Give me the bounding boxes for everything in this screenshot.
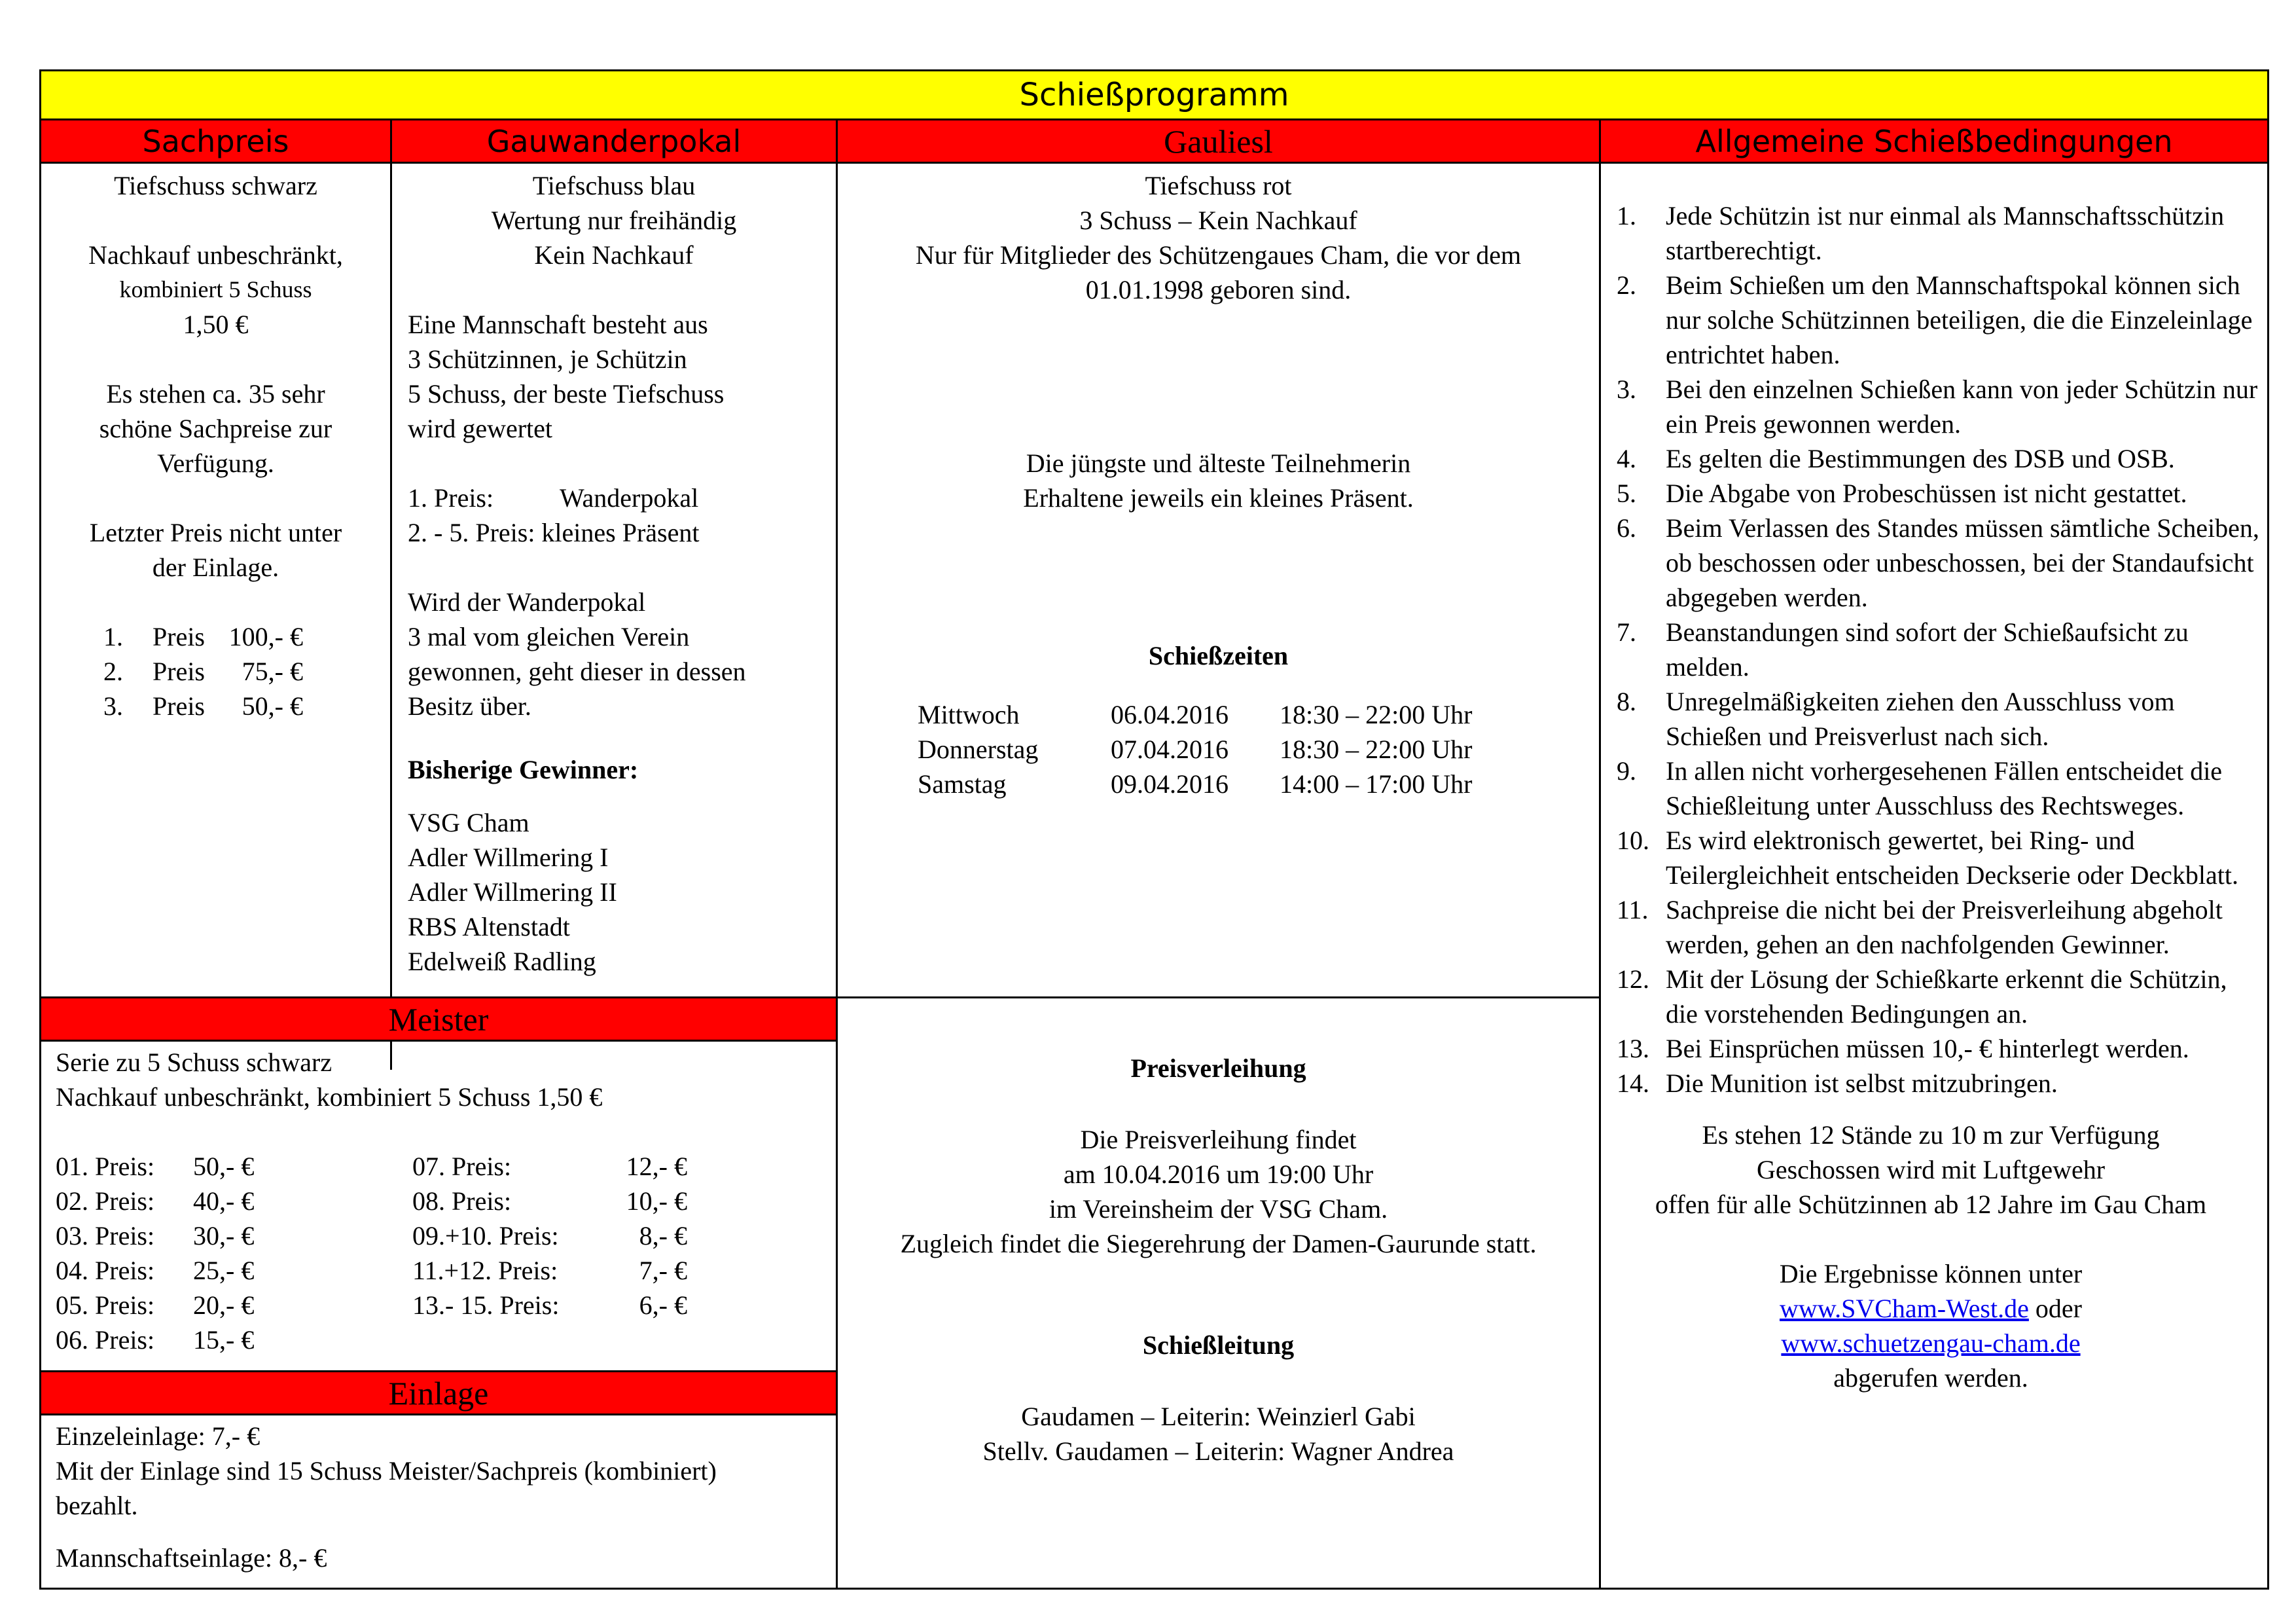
preisverleihung-line: am 10.04.2016 um 19:00 Uhr <box>1063 1159 1374 1189</box>
gauwanderpokal-line: Wertung nur freihändig <box>491 206 737 235</box>
rule-line: Wird der Wanderpokal <box>408 587 646 617</box>
preisverleihung-line: Die Preisverleihung findet <box>1080 1125 1357 1154</box>
sachpreis-line: kombiniert 5 Schuss <box>119 276 312 302</box>
einlage-line: Einzeleinlage: 7,- € <box>56 1421 260 1451</box>
gauwanderpokal-cell <box>392 166 836 979</box>
preisverleihung-line: Zugleich findet die Siegerehrung der Damen-Gaurunde statt. <box>900 1229 1537 1258</box>
bedingungen-cell <box>1601 166 2267 1395</box>
list-item: 4. Es gelten die Bestimmungen des DSB und OSB. <box>1617 444 2175 473</box>
schiessleitung-line: Stellv. Gaudamen – Leiterin: Wagner Andrea <box>982 1436 1454 1466</box>
schiesszeiten-title: Schießzeiten <box>1148 641 1289 670</box>
rule-line: Besitz über. <box>408 691 531 721</box>
meister-prize-row: 04. Preis: 25,- € <box>56 1256 255 1285</box>
winner-item: VSG Cham <box>408 808 529 837</box>
list-item: 2. Beim Schießen um den Mannschaftspokal können sich nur solche Schützinnen beteiligen, die die Einzeleinlage entrichtet haben. <box>1617 270 2253 369</box>
results-line: Die Ergebnisse können unter <box>1779 1259 2083 1288</box>
header-sachpreis: Sachpreis <box>41 120 390 164</box>
sachpreis-line: Tiefschuss schwarz <box>114 171 317 200</box>
gauliesl-cell <box>838 166 1599 801</box>
schiessprogramm-table <box>39 69 2269 1590</box>
meister-cell <box>41 1044 836 1357</box>
meister-prize-row: 11.+12. Preis: 7,- € <box>412 1256 687 1285</box>
list-item: 11. Sachpreise die nicht bei der Preisverleihung abgeholt werden, gehen an den nachfolgenden Gewinner. <box>1617 895 2223 959</box>
header-bedingungen: Allgemeine Schießbedingungen <box>1601 120 2267 164</box>
prize-row: 3. Preis 50,- € <box>103 691 303 721</box>
gauwanderpokal-line: Kein Nachkauf <box>534 240 694 270</box>
svcham-link[interactable]: www.SVCham-West.de <box>1780 1294 2029 1323</box>
einlage-line: bezahlt. <box>56 1491 138 1520</box>
meister-prize-row: 03. Preis: 30,- € <box>56 1221 255 1250</box>
winner-item: Edelweiß Radling <box>408 947 596 976</box>
list-item: 5. Die Abgabe von Probeschüssen ist nicht gestattet. <box>1617 479 2187 508</box>
list-item: 13. Bei Einsprüchen müssen 10,- € hinterlegt werden. <box>1617 1034 2189 1063</box>
header-meister: Meister <box>41 998 836 1042</box>
list-item: 12. Mit der Lösung der Schießkarte erkennt die Schützin, die vorstehenden Bedingungen an. <box>1617 964 2227 1029</box>
sachpreis-line: Letzter Preis nicht unter <box>89 518 342 547</box>
results-link-row: www.SVCham-West.de oder <box>1780 1294 2082 1323</box>
meister-prize-row: 01. Preis: 50,- € <box>56 1152 255 1181</box>
time-row: Mittwoch 06.04.2016 18:30 – 22:00 Uhr <box>918 700 1473 729</box>
sachpreis-line: Nachkauf unbeschränkt, <box>88 240 343 270</box>
prize-row: 1. Preis: Wanderpokal <box>408 483 699 513</box>
list-item: 9. In allen nicht vorhergesehenen Fällen entscheidet die Schießleitung unter Ausschluss des Rechtsweges. <box>1617 756 2223 820</box>
preisverleihung-line: im Vereinsheim der VSG Cham. <box>1049 1194 1388 1224</box>
rule-line: 3 mal vom gleichen Verein <box>408 622 690 651</box>
meister-prize-row: 07. Preis: 12,- € <box>412 1152 687 1181</box>
list-item: 6. Beim Verlassen des Standes müssen sämtliche Scheiben, ob beschossen oder unbeschossen, bei der Standaufsicht abgegeben werden. <box>1617 513 2259 612</box>
list-item: 8. Unregelmäßigkeiten ziehen den Ausschluss vom Schießen und Preisverlust nach sich. <box>1617 687 2175 751</box>
header-gauliesl: Gauliesl <box>838 120 1599 164</box>
header-gauwanderpokal: Gauwanderpokal <box>392 120 836 164</box>
meister-prize-row: 13.- 15. Preis: 6,- € <box>412 1290 687 1320</box>
winners-title: Bisherige Gewinner: <box>408 755 639 784</box>
gauliesl-line: 01.01.1998 geboren sind. <box>1085 275 1352 304</box>
gauliesl-line: Erhaltene jeweils ein kleines Präsent. <box>1023 483 1414 513</box>
sachpreis-line: Es stehen ca. 35 sehr <box>106 379 325 409</box>
prize-row: 2. - 5. Preis: kleines Präsent <box>408 518 700 547</box>
header-einlage: Einlage <box>41 1372 836 1415</box>
schiessleitung-title: Schießleitung <box>1142 1330 1295 1360</box>
list-item: 7. Beanstandungen sind sofort der Schießaufsicht zu melden. <box>1617 617 2189 682</box>
team-line: 5 Schuss, der beste Tiefschuss <box>408 379 725 409</box>
time-row: Samstag 09.04.2016 14:00 – 17:00 Uhr <box>918 769 1473 799</box>
einlage-line: Mannschaftseinlage: 8,- € <box>56 1543 327 1573</box>
prize-row: 1. Preis 100,- € <box>103 622 303 651</box>
winner-item: RBS Altenstadt <box>408 912 570 941</box>
gauliesl-line: 3 Schuss – Kein Nachkauf <box>1079 206 1357 235</box>
rule-line: gewonnen, geht dieser in dessen <box>408 657 746 686</box>
meister-prize-row: 05. Preis: 20,- € <box>56 1290 255 1320</box>
gauliesl-line: Die jüngste und älteste Teilnehmerin <box>1026 448 1411 478</box>
list-item: 14. Die Munition ist selbst mitzubringen. <box>1617 1068 2058 1098</box>
list-item: 10. Es wird elektronisch gewertet, bei Ring- und Teilergleichheit entscheiden Deckserie oder Deckblatt. <box>1617 826 2238 890</box>
footer-line: Geschossen wird mit Luftgewehr <box>1756 1155 2106 1184</box>
results-line: abgerufen werden. <box>1833 1363 2028 1393</box>
bedingungen-list <box>1617 198 2261 1101</box>
gauliesl-line: Nur für Mitglieder des Schützengaues Cham, die vor dem <box>915 240 1522 270</box>
schiessleitung-line: Gaudamen – Leiterin: Weinzierl Gabi <box>1021 1402 1416 1431</box>
list-item: 3. Bei den einzelnen Schießen kann von jeder Schützin nur ein Preis gewonnen werden. <box>1617 374 2258 439</box>
meister-prize-row: 08. Preis: 10,- € <box>412 1186 687 1216</box>
preisverleihung-title: Preisverleihung <box>1130 1053 1306 1083</box>
sachpreis-line: schöne Sachpreise zur <box>99 414 332 443</box>
footer-line: Es stehen 12 Stände zu 10 m zur Verfügung <box>1702 1120 2160 1150</box>
footer-line: offen für alle Schützinnen ab 12 Jahre im Gau Cham <box>1655 1190 2207 1219</box>
team-line: 3 Schützinnen, je Schützin <box>408 344 687 374</box>
team-line: wird gewertet <box>408 414 553 443</box>
time-row: Donnerstag 07.04.2016 18:30 – 22:00 Uhr <box>918 735 1473 764</box>
sachpreis-line: Verfügung. <box>157 448 274 478</box>
einlage-line: Mit der Einlage sind 15 Schuss Meister/Sachpreis (kombiniert) <box>56 1456 717 1486</box>
sachpreis-line: 1,50 € <box>183 310 249 339</box>
meister-line: Serie zu 5 Schuss schwarz <box>56 1048 332 1077</box>
winner-item: Adler Willmering I <box>408 843 609 872</box>
meister-prize-row: 02. Preis: 40,- € <box>56 1186 255 1216</box>
prize-row: 2. Preis 75,- € <box>103 657 303 686</box>
meister-line: Nachkauf unbeschränkt, kombiniert 5 Schuss 1,50 € <box>56 1082 603 1112</box>
sachpreis-line: der Einlage. <box>152 553 279 582</box>
preisverleihung-cell <box>838 998 1599 1468</box>
meister-prize-row: 06. Preis: 15,- € <box>56 1325 255 1355</box>
schuetzengau-link[interactable]: www.schuetzengau-cham.de <box>1781 1328 2081 1358</box>
list-item: 1. Jede Schützin ist nur einmal als Mannschaftsschützin startberechtigt. <box>1617 201 2225 265</box>
meister-prize-row: 09.+10. Preis: 8,- € <box>412 1221 687 1250</box>
gauliesl-line: Tiefschuss rot <box>1145 171 1292 200</box>
gauwanderpokal-line: Tiefschuss blau <box>532 171 696 200</box>
winner-item: Adler Willmering II <box>408 877 617 907</box>
page-title: Schießprogramm <box>41 71 2267 120</box>
sachpreis-cell <box>41 166 390 723</box>
einlage-cell <box>41 1417 836 1575</box>
team-line: Eine Mannschaft besteht aus <box>408 310 708 339</box>
